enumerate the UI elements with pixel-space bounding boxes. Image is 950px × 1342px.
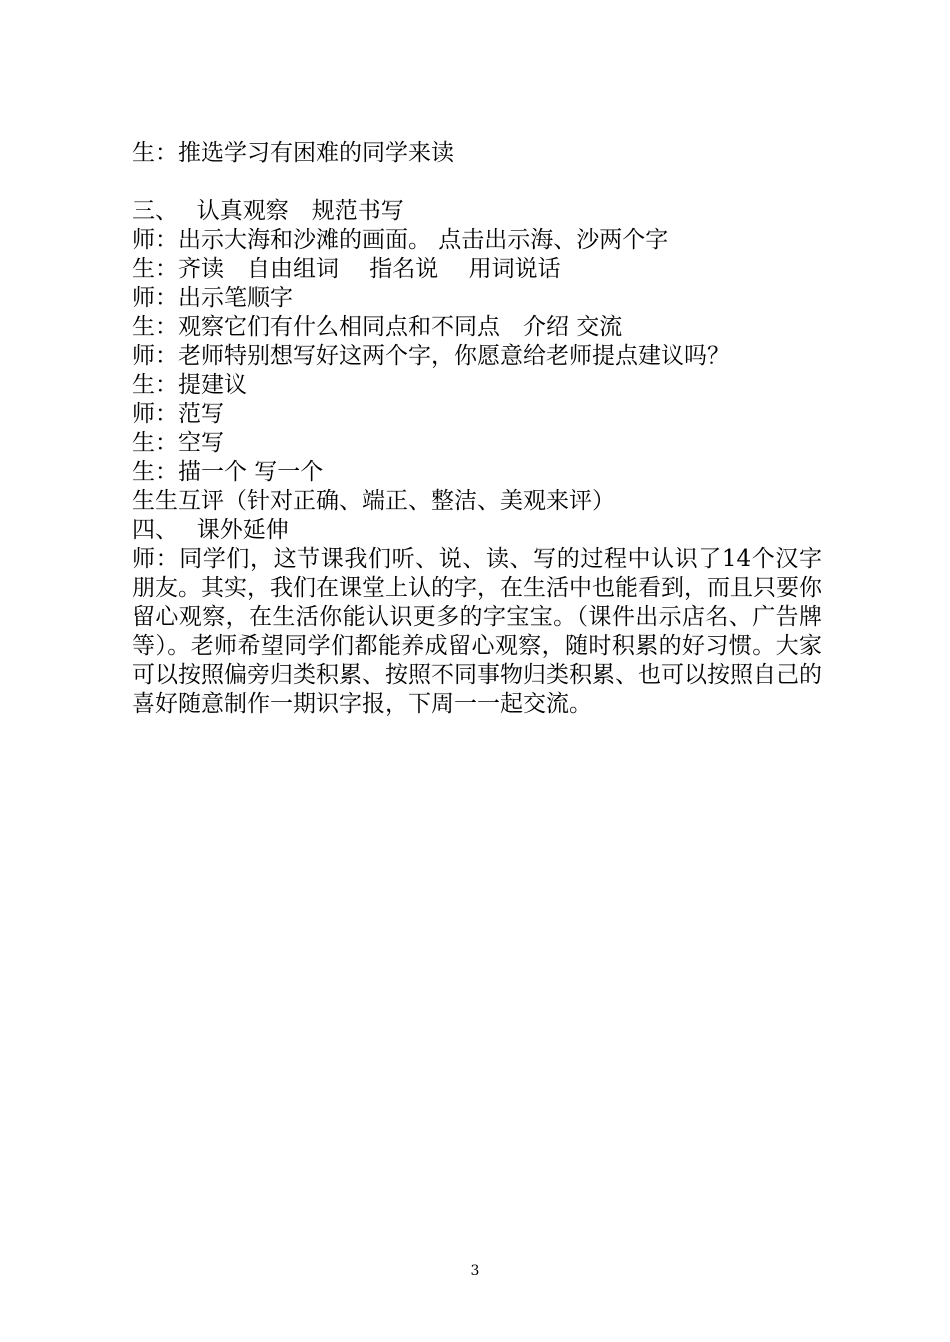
section-heading: 四、 课外延伸 xyxy=(132,517,289,543)
text-line: 生：齐读 自由组词 指名说 用词说话 xyxy=(132,256,561,282)
text-line: 师：出示笔顺字 xyxy=(132,285,293,311)
text-line: 生：提建议 xyxy=(132,372,247,398)
text-line: 生：观察它们有什么相同点和不同点 介绍 交流 xyxy=(132,314,623,340)
text-line: 师：出示大海和沙滩的画面。 点击出示海、沙两个字 xyxy=(132,227,669,253)
text-line: 生：空写 xyxy=(132,430,224,456)
text-line: 生：描一个 写一个 xyxy=(132,459,324,485)
text-line: 师：范写 xyxy=(132,401,224,427)
blank-line xyxy=(132,168,822,197)
closing-paragraph: 师：同学们，这节课我们听、说、读、写的过程中认识了14个汉字朋友。其实，我们在课堂上认的字，在生活中也能看到，而且只要你留心观察，在生活你能认识更多的字宝宝。（课件出示店名、广告牌等）。老师希望同学们都能养成留心观察，随时积累的好习惯。大家可以按照偏旁归类积累、按照不同事物归类积累、也可以按照自己的喜好随意制作一期识字报，下周一一起交流。 xyxy=(132,546,822,717)
text-line: 生：推选学习有困难的同学来读 xyxy=(132,140,454,166)
document-body xyxy=(132,139,822,719)
text-line: 师：老师特别想写好这两个字，你愿意给老师提点建议吗？ xyxy=(132,343,730,369)
page-number: 3 xyxy=(470,1263,480,1279)
section-heading: 三、 认真观察 规范书写 xyxy=(132,198,404,224)
text-line: 生生互评（针对正确、端正、整洁、美观来评） xyxy=(132,488,615,514)
